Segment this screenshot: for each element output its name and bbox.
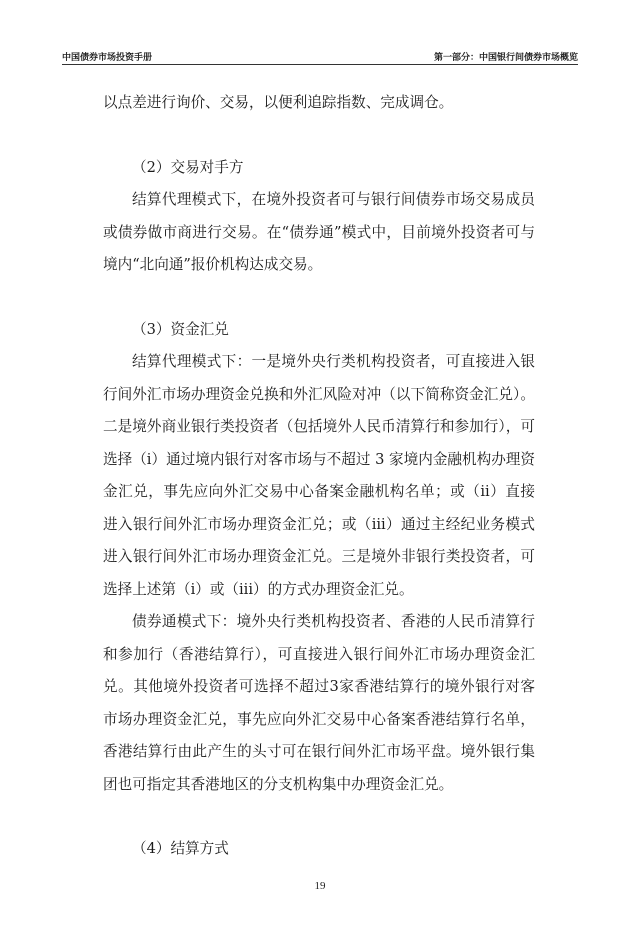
page-number: 19 [314,880,326,892]
paragraph-counterparty: 结算代理模式下，在境外投资者可与银行间债券市场交易成员或债券做市商进行交易。在“债券通”模式中，目前境外投资者可与境内“北向通”报价机构达成交易。 [103,191,535,273]
paragraph-continued: 以点差进行询价、交易，以便利追踪指数、完成调仓。 [103,94,454,111]
header-book-title: 中国债券市场投资手册 [62,53,153,63]
paragraph-gap [103,801,535,833]
paragraph-gap [103,282,535,314]
paragraph-bond-connect-fx: 债券通模式下：境外央行类机构投资者、香港的人民币清算行和参加行（香港结算行），可直接进入银行间外汇市场办理资金汇兑。其他境外投资者可选择不超过3家香港结算行的境外银行对客市场办理资金汇兑，事先应向外汇交易中心备案香港结算行名单，香港结算行由此产生的头寸可在银行间外汇市场平盘。境外银行集团也可指定其香港地区的分支机构集中办理资金汇兑。 [103,613,535,793]
page-body [103,87,535,866]
paragraph-settlement-agent-fx: 结算代理模式下：一是境外央行类机构投资者，可直接进入银行间外汇市场办理资金兑换和外汇风险对冲（以下简称资金汇兑）。二是境外商业银行类投资者（包括境外人民币清算行和参加行），可选择（i）通过境内银行对客市场与不超过 3 家境内金融机构办理资金汇兑，事先应向外汇交易中心备案金融机构名单；或（ii）直接进入银行间外汇市场办理资金汇兑；或（iii）通过主经纪业务模式进入银行间外汇市场办理资金汇兑。三是境外非银行类投资者，可选择上述第（i）或（iii）的方式办理资金汇兑。 [103,353,535,598]
section-heading-counterparty: （2）交易对手方 [132,158,244,176]
paragraph-gap [103,120,535,152]
section-heading-fx-conversion: （3）资金汇兑 [132,320,229,338]
section-heading-settlement-method: （4）结算方式 [132,840,229,857]
header-section-title: 第一部分：中国银行间债券市场概览 [433,53,578,63]
header-divider [62,64,578,65]
